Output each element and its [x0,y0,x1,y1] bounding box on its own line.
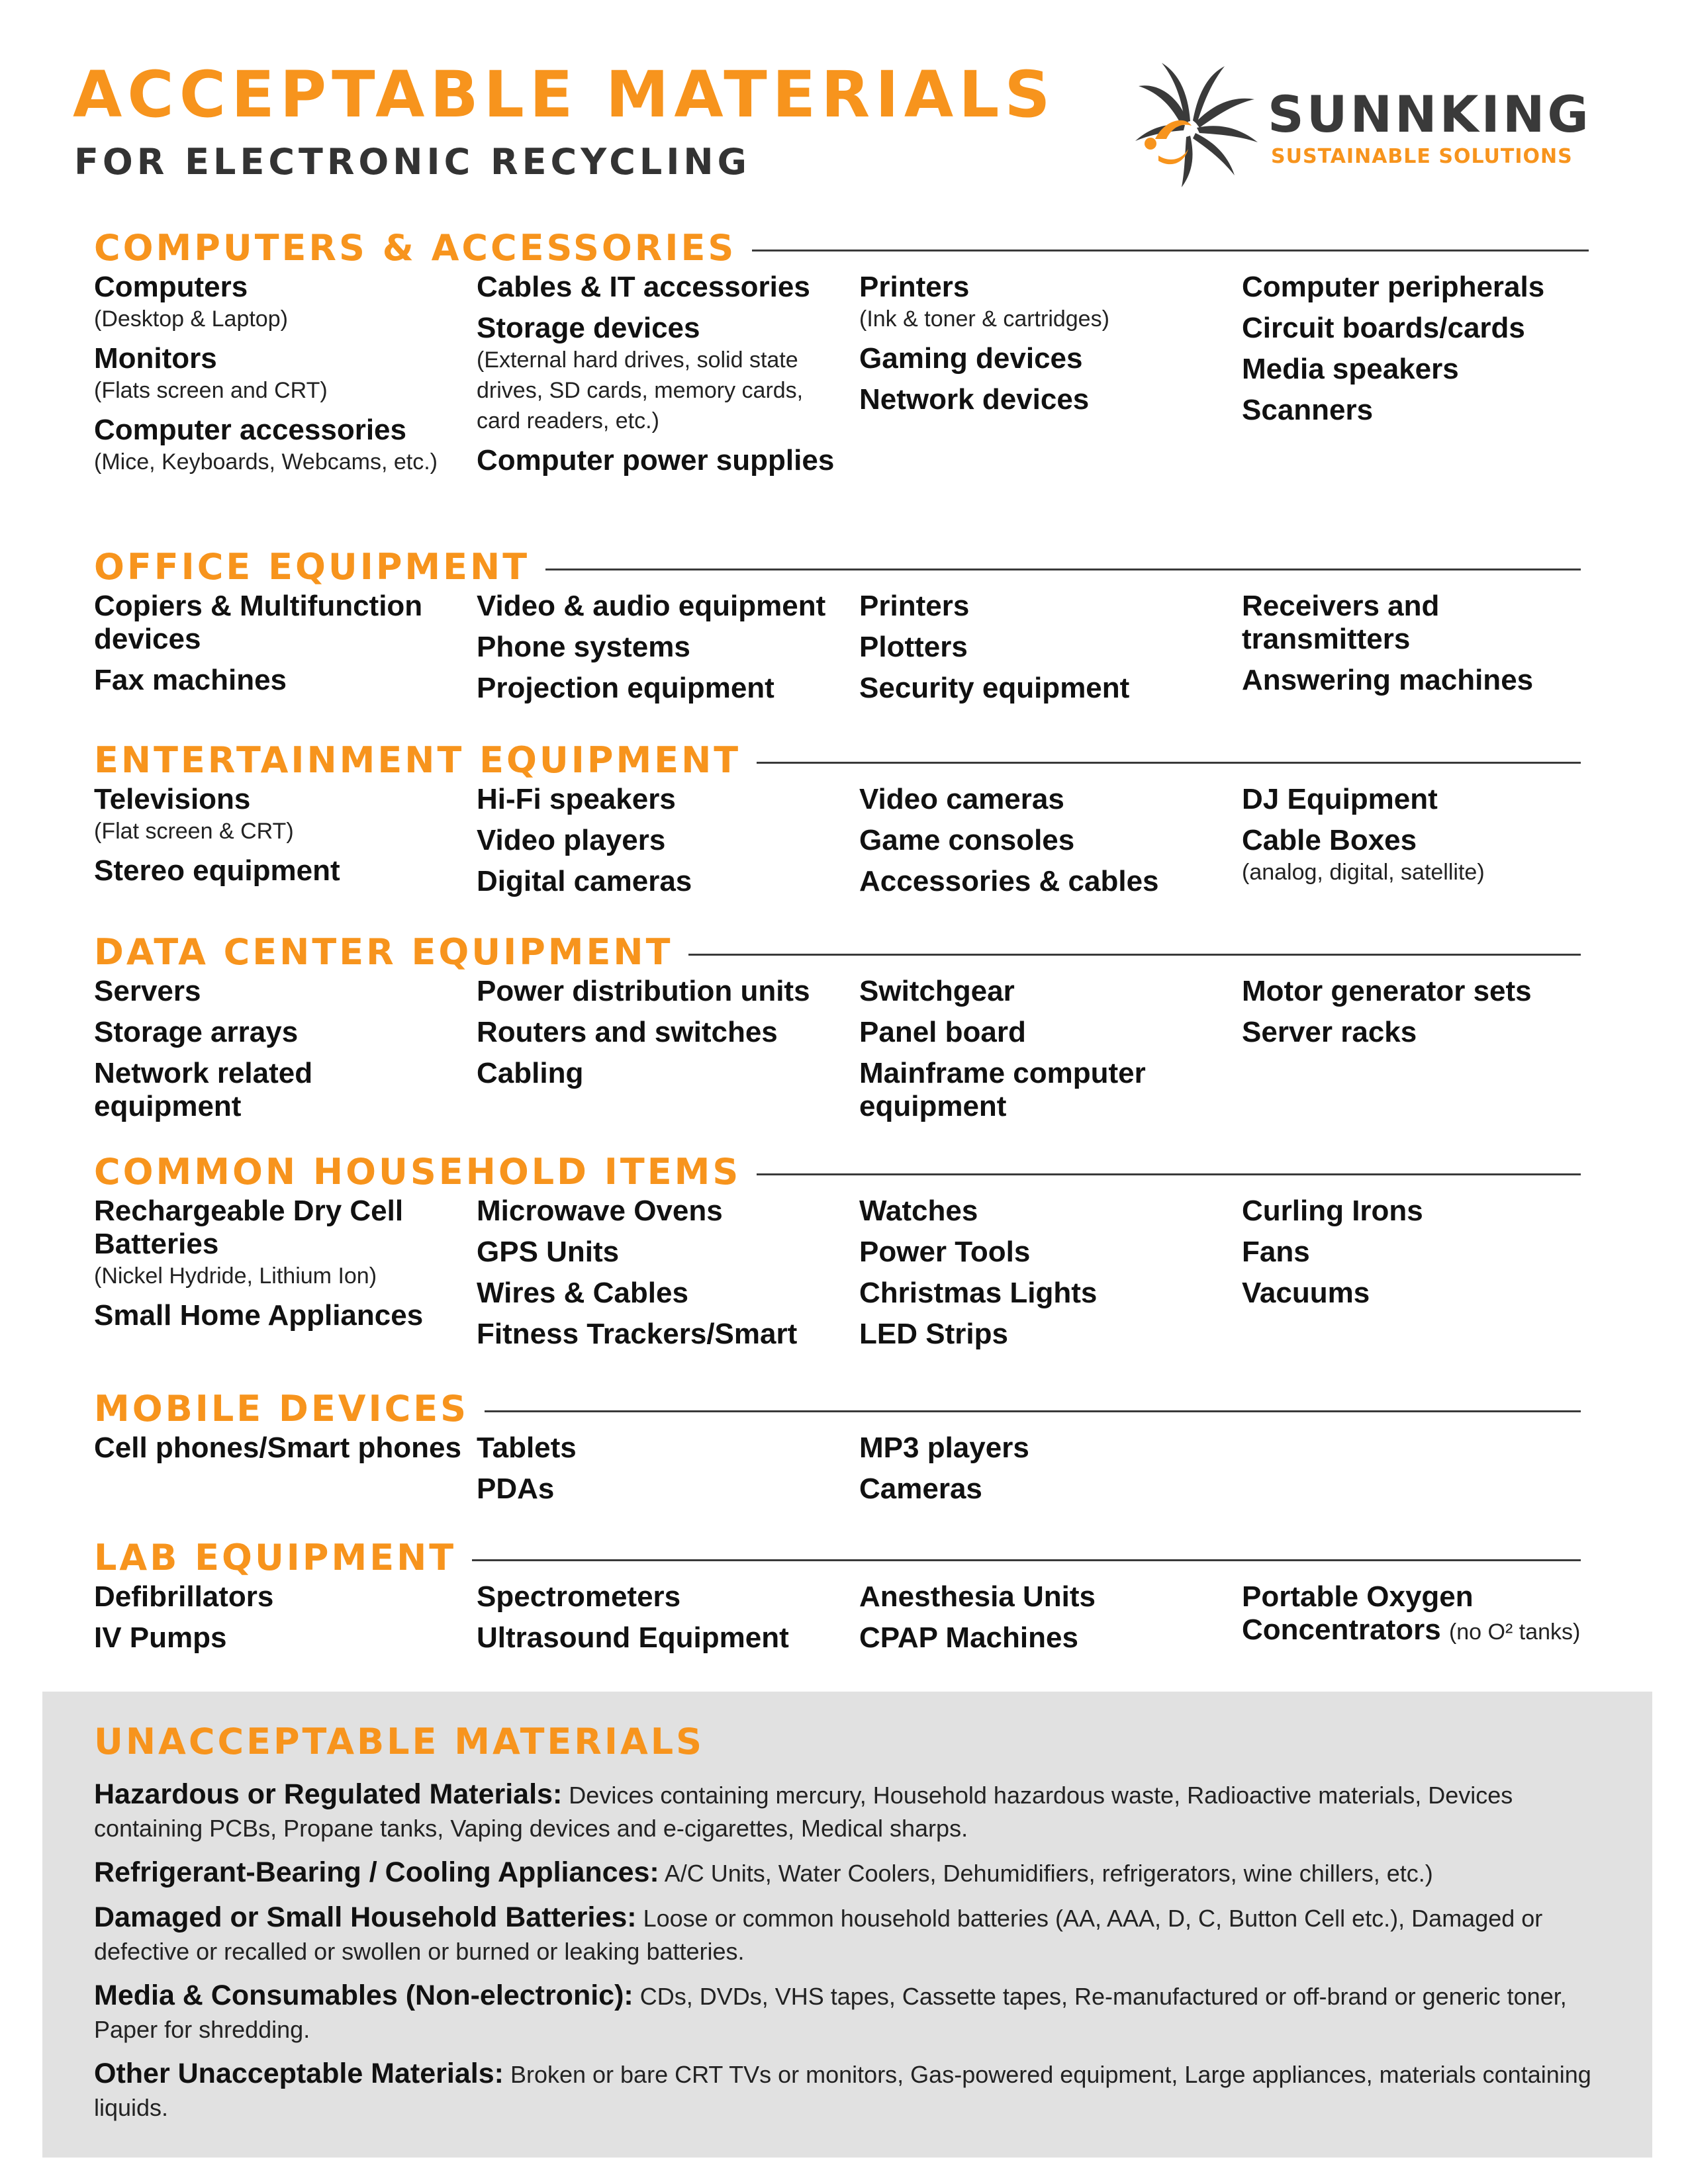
item-label-text: Printers [859,271,970,303]
unacceptable-entry-text: A/C Units, Water Coolers, Dehumidifiers, refrigerators, wine chillers, etc.) [664,1860,1433,1887]
column-1 [477,1195,847,1359]
unacceptable-entry [94,1979,1603,2046]
item-label [859,1016,1230,1049]
item-label [859,1195,1230,1228]
item-label-text: Spectrometers [477,1580,681,1613]
item-label [859,865,1230,898]
list-item [94,1016,465,1049]
unacceptable-entry-label: Hazardous or Regulated Materials: [94,1778,563,1810]
list-item [477,1318,847,1351]
section-5 [94,1388,1581,1505]
item-label-text: Motor generator sets [1242,975,1532,1007]
section-header [94,1151,1581,1193]
item-label-text: Cell phones/Smart phones [94,1432,461,1464]
item-label [859,271,1230,304]
item-label [477,1580,847,1614]
item-label [1242,1236,1613,1269]
section-header [94,1388,1581,1430]
section-title: OFFICE EQUIPMENT [94,546,545,588]
column-1 [477,1432,847,1514]
column-2 [859,1195,1230,1359]
list-item [859,383,1230,416]
page-subtitle: FOR ELECTRONIC RECYCLING [74,141,751,183]
list-item [94,1057,465,1123]
item-label-text: Cables & IT accessories [477,271,810,303]
list-item [477,1236,847,1269]
column-2 [859,1580,1230,1662]
column-3 [1242,1580,1613,1655]
logo-name: SUNNKING [1268,85,1591,144]
section-2 [94,739,1581,897]
item-note: (analog, digital, satellite) [1242,860,1485,885]
item-label-text: Projection equipment [477,672,774,704]
page-title: ACCEPTABLE MATERIALS [73,58,1056,132]
item-label-text: Televisions [94,783,251,815]
section-4 [94,1151,1581,1350]
list-item [477,672,847,705]
list-item [477,312,847,436]
list-item [1242,1580,1613,1647]
list-item [94,1432,465,1465]
list-item [477,975,847,1008]
item-label-text: Ultrasound Equipment [477,1621,789,1654]
column-0 [94,590,465,705]
item-label-text: Cable Boxes [1242,824,1417,856]
list-item [1242,1195,1613,1228]
item-label-text: Plotters [859,631,968,663]
item-label [94,271,465,304]
item-label [94,1016,465,1049]
item-label [477,1236,847,1269]
item-label-text: Storage arrays [94,1016,299,1048]
list-item [477,590,847,623]
column-3 [1242,975,1613,1057]
item-label-text: Computer power supplies [477,444,835,477]
item-label [1242,1195,1613,1228]
item-label [477,1057,847,1090]
item-label [859,342,1230,375]
list-item [859,1580,1230,1614]
list-item [1242,590,1613,656]
item-label-text: Portable Oxygen Concentrators [1242,1580,1474,1646]
item-label [859,1621,1230,1655]
list-item [94,783,465,846]
unacceptable-entry [94,1901,1603,1968]
item-label [94,664,465,697]
item-label-text: Anesthesia Units [859,1580,1096,1613]
item-label [477,1473,847,1506]
unacceptable-list [94,1778,1603,2135]
list-item [477,865,847,898]
unacceptable-entry-label: Other Unacceptable Materials: [94,2058,504,2089]
item-label-text: LED Strips [859,1318,1008,1350]
item-label-text: Video players [477,824,666,856]
column-2 [859,271,1230,424]
section-header [94,546,1581,588]
item-label-text: Security equipment [859,672,1130,704]
item-label-text: Video & audio equipment [477,590,826,622]
item-label-text: Tablets [477,1432,577,1464]
list-item [94,854,465,887]
column-0 [94,1580,465,1662]
item-label [94,1621,465,1655]
unacceptable-entry [94,1778,1603,1845]
item-label-text: Microwave Ovens [477,1195,723,1227]
list-item [859,975,1230,1008]
item-label-text: Circuit boards/cards [1242,312,1525,344]
item-label-text: PDAs [477,1473,555,1505]
item-label [477,975,847,1008]
unacceptable-entry [94,2057,1603,2124]
item-label-text: Servers [94,975,201,1007]
column-2 [859,975,1230,1131]
list-item [1242,1236,1613,1269]
item-note: (Flats screen and CRT) [94,378,328,403]
column-3 [1242,1195,1613,1318]
item-label [94,1195,465,1261]
list-item [94,1195,465,1291]
item-label [477,271,847,304]
list-item [859,672,1230,705]
list-item [859,1277,1230,1310]
list-item [859,824,1230,857]
item-label-text: Monitors [94,342,217,375]
column-1 [477,271,847,485]
item-label [1242,312,1613,345]
item-label-text: Panel board [859,1016,1026,1048]
item-label [477,1195,847,1228]
item-label-text: Power Tools [859,1236,1031,1268]
item-label-text: Small Home Appliances [94,1299,424,1332]
item-label-text: CPAP Machines [859,1621,1078,1654]
column-0 [94,271,465,485]
item-label-text: Routers and switches [477,1016,778,1048]
item-label [859,590,1230,623]
item-label [94,1299,465,1332]
section-title: COMMON HOUSEHOLD ITEMS [94,1151,757,1193]
item-label [94,1580,465,1614]
item-label-text: Video cameras [859,783,1064,815]
item-label [94,342,465,375]
list-item [859,1236,1230,1269]
section-3 [94,931,1581,1122]
item-label-text: Network devices [859,383,1090,416]
item-label [477,1432,847,1465]
list-item [1242,664,1613,697]
item-label-text: Printers [859,590,970,622]
list-item [859,271,1230,334]
item-label [94,854,465,887]
item-label-text: Phone systems [477,631,690,663]
item-label-text: Hi-Fi speakers [477,783,676,815]
item-label [859,383,1230,416]
item-note: (Nickel Hydride, Lithium Ion) [94,1263,377,1289]
column-3 [1242,590,1613,705]
item-label [477,783,847,816]
item-label-text: Accessories & cables [859,865,1159,897]
list-item [94,1299,465,1332]
list-item [477,783,847,816]
list-item [1242,1277,1613,1310]
item-label [94,1432,465,1465]
column-2 [859,590,1230,713]
column-3 [1242,783,1613,895]
item-label-text: Stereo equipment [94,854,340,887]
item-label [477,631,847,664]
item-label [94,414,465,447]
item-label [1242,664,1613,697]
column-2 [859,783,1230,906]
item-label [477,590,847,623]
list-item [477,1057,847,1090]
list-item [859,1016,1230,1049]
list-item [1242,271,1613,304]
item-label-text: GPS Units [477,1236,620,1268]
item-note: (Desktop & Laptop) [94,306,288,332]
item-label [1242,783,1613,816]
unacceptable-panel [42,1692,1652,2158]
unacceptable-entry-text: Broken or bare CRT TVs or monitors, Gas-powered equipment, Large appliances, materials containing liquids. [94,2061,1591,2121]
item-label-text: Gaming devices [859,342,1083,375]
item-label [477,1277,847,1310]
item-label [859,783,1230,816]
item-label [859,1318,1230,1351]
list-item [477,1473,847,1506]
item-label-text: Cameras [859,1473,982,1505]
item-label-text: Fax machines [94,664,287,696]
item-label [477,312,847,345]
item-label-text: Defibrillators [94,1580,274,1613]
item-note: (Flat screen & CRT) [94,819,294,844]
item-note: (Mice, Keyboards, Webcams, etc.) [94,449,438,475]
section-6 [94,1537,1581,1654]
list-item [94,590,465,656]
list-item [94,1580,465,1614]
item-label-text: Curling Irons [1242,1195,1423,1227]
list-item [1242,312,1613,345]
item-label-text: Storage devices [477,312,700,344]
section-header [94,1537,1581,1579]
list-item [477,271,847,304]
list-item [859,783,1230,816]
list-item [477,1432,847,1465]
item-label-text: MP3 players [859,1432,1029,1464]
item-label-text: Copiers & Multifunction devices [94,590,423,655]
list-item [859,1318,1230,1351]
list-item [477,631,847,664]
unacceptable-entry-label: Media & Consumables (Non-electronic): [94,1979,633,2011]
item-label [94,783,465,816]
list-item [94,975,465,1008]
item-label-text: Digital cameras [477,865,692,897]
item-label-text: Christmas Lights [859,1277,1098,1309]
sunburst-icon [1119,56,1264,189]
list-item [859,1432,1230,1465]
unacceptable-entry-label: Damaged or Small Household Batteries: [94,1901,637,1933]
column-0 [94,1432,465,1473]
section-title: DATA CENTER EQUIPMENT [94,931,688,974]
list-item [477,1580,847,1614]
item-label [1242,824,1613,857]
column-1 [477,975,847,1098]
item-label-text: Switchgear [859,975,1015,1007]
item-label [859,975,1230,1008]
section-title: COMPUTERS & ACCESSORIES [94,227,752,269]
item-label-text: Answering machines [1242,664,1534,696]
item-label-text: Wires & Cables [477,1277,688,1309]
item-label [477,1318,847,1351]
list-item [477,1016,847,1049]
item-label [859,824,1230,857]
item-label [1242,1016,1613,1049]
unacceptable-entry [94,1856,1603,1890]
item-label-text: Game consoles [859,824,1075,856]
item-label [859,631,1230,664]
item-label [859,1580,1230,1614]
item-label-text: IV Pumps [94,1621,227,1654]
list-item [477,444,847,477]
item-label [859,1236,1230,1269]
list-item [859,1057,1230,1123]
item-label [477,865,847,898]
item-label [94,975,465,1008]
list-item [1242,353,1613,386]
list-item [859,631,1230,664]
list-item [859,1621,1230,1655]
section-title: LAB EQUIPMENT [94,1537,472,1579]
item-label [477,824,847,857]
item-label [1242,975,1613,1008]
item-label-text: Media speakers [1242,353,1459,385]
section-title: ENTERTAINMENT EQUIPMENT [94,739,757,782]
section-0 [94,227,1589,477]
section-header [94,739,1581,782]
list-item [1242,1016,1613,1049]
item-label-text: Server racks [1242,1016,1417,1048]
item-label [1242,271,1613,304]
item-label [477,1016,847,1049]
item-label-text: Rechargeable Dry Cell Batteries [94,1195,404,1260]
item-label-text: Network related equipment [94,1057,313,1122]
item-label [859,1057,1230,1123]
list-item [477,824,847,857]
list-item [94,342,465,406]
item-label [1242,590,1613,656]
item-label-text: Cabling [477,1057,584,1089]
item-label-text: Computers [94,271,248,303]
column-3 [1242,271,1613,435]
unacceptable-entry-text: Devices containing mercury, Household hazardous waste, Radioactive materials, Devices containing PCBs, Propane tanks, Vaping devices and e-cigarettes, Medical sharps. [94,1782,1513,1842]
item-label-text: Receivers and transmitters [1242,590,1440,655]
item-note: (External hard drives, solid state drives, SD cards, memory cards, card readers, etc.) [477,347,804,433]
unacceptable-title: UNACCEPTABLE MATERIALS [94,1721,705,1762]
item-label-text: DJ Equipment [1242,783,1438,815]
list-item [477,1277,847,1310]
item-label-text: Computer peripherals [1242,271,1545,303]
item-inline-note: (no O² tanks) [1448,1619,1581,1645]
list-item [859,590,1230,623]
column-1 [477,590,847,713]
item-label-text: Watches [859,1195,978,1227]
column-0 [94,783,465,895]
item-label [477,444,847,477]
item-label [477,672,847,705]
list-item [859,865,1230,898]
list-item [94,1621,465,1655]
item-label [1242,1277,1613,1310]
item-label [859,1473,1230,1506]
list-item [94,414,465,477]
list-item [1242,394,1613,427]
list-item [94,271,465,334]
list-item [477,1621,847,1655]
section-header [94,227,1589,269]
logo-tagline: SUSTAINABLE SOLUTIONS [1271,145,1573,168]
item-label-text: Power distribution units [477,975,810,1007]
item-note: (Ink & toner & cartridges) [859,306,1109,332]
column-0 [94,1195,465,1340]
item-label [1242,394,1613,427]
unacceptable-entry-text: CDs, DVDs, VHS tapes, Cassette tapes, Re-manufactured or off-brand or generic toner, Paper for shredding. [94,1983,1567,2043]
list-item [859,1473,1230,1506]
item-label-text: Vacuums [1242,1277,1370,1309]
column-2 [859,1432,1230,1514]
item-label [859,672,1230,705]
unacceptable-entry-label: Refrigerant-Bearing / Cooling Appliances: [94,1856,659,1888]
item-label [94,590,465,656]
item-label [859,1277,1230,1310]
item-label-text: Scanners [1242,394,1374,426]
item-label-text: Computer accessories [94,414,406,446]
column-1 [477,783,847,906]
list-item [94,664,465,697]
item-label [859,1432,1230,1465]
unacceptable-entry-text: Loose or common household batteries (AA, AAA, D, C, Button Cell etc.), Damaged or defective or recalled or swollen or burned or leaking batteries. [94,1905,1543,1965]
section-header [94,931,1581,974]
column-1 [477,1580,847,1662]
item-label [94,1057,465,1123]
section-title: MOBILE DEVICES [94,1388,485,1430]
item-label-text: Fitness Trackers/Smart [477,1318,798,1350]
list-item [1242,824,1613,887]
item-label-text: Fans [1242,1236,1310,1268]
list-item [859,342,1230,375]
company-logo [1119,56,1595,189]
list-item [477,1195,847,1228]
item-label [1242,353,1613,386]
list-item [1242,975,1613,1008]
item-label [477,1621,847,1655]
column-0 [94,975,465,1131]
item-label-text: Mainframe computer equipment [859,1057,1146,1122]
list-item [1242,783,1613,816]
list-item [859,1195,1230,1228]
item-label [1242,1580,1613,1647]
section-1 [94,546,1581,704]
